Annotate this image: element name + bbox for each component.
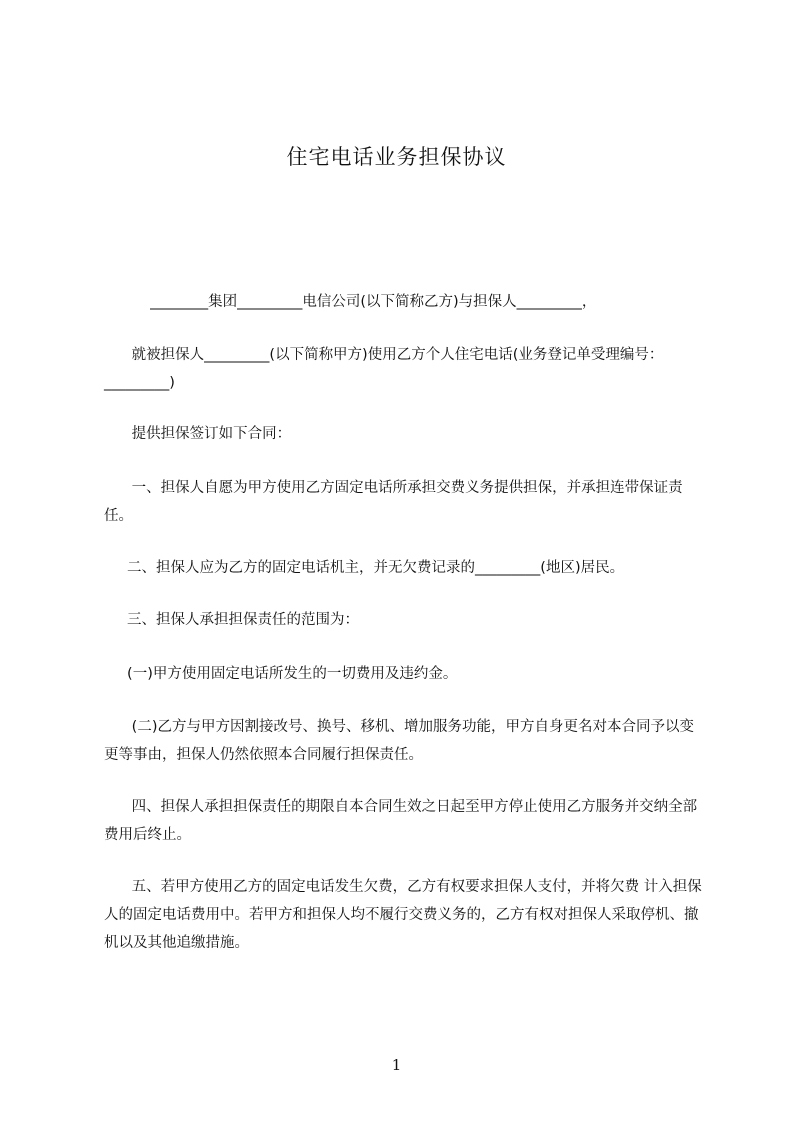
- document-title: 住宅电话业务担保协议: [286, 145, 507, 169]
- paragraph-clause-5: 五、若甲方使用乙方的固定电话发生欠费，乙方有权要求担保人支付，并将欠费 计入担保人的固定电话费用中。若甲方和担保人均不履行交费义务的，乙方有权对担保人采取停机、撤机以及其他追缴措施。: [104, 879, 702, 951]
- paragraph-clause-3-item-1: (一)甲方使用固定电话所发生的一切费用及违约金。: [104, 666, 458, 682]
- paragraph-clause-3-item-2: (二)乙方与甲方因割接改号、换号、移机、增加服务功能，甲方自身更名对本合同予以变更等事由，担保人仍然依照本合同履行担保责任。: [104, 719, 694, 763]
- paragraph-intro: 提供担保签订如下合同：: [104, 426, 292, 442]
- page-number: 1: [391, 1056, 402, 1074]
- paragraph-clause-2: 二、担保人应为乙方的固定电话机主，并无欠费记录的_________(地区)居民。: [104, 560, 625, 576]
- paragraph-clause-4: 四、担保人承担担保责任的期限自本合同生效之日起至甲方停止使用乙方服务并交纳全部费用后终止。: [104, 799, 698, 843]
- paragraph-clause-1: 一、担保人自愿为甲方使用乙方固定电话所承担交费义务提供担保，并承担连带保证责任。: [104, 480, 683, 524]
- paragraph-guaranteed-party: 就被担保人_________(以下简称甲方)使用乙方个人住宅电话(业务登记单受理编号：_________): [104, 347, 664, 391]
- paragraph-parties: ________集团_________电信公司(以下简称乙方)与担保人_________，: [104, 294, 597, 310]
- paragraph-clause-3: 三、担保人承担担保责任的范围为：: [104, 612, 360, 628]
